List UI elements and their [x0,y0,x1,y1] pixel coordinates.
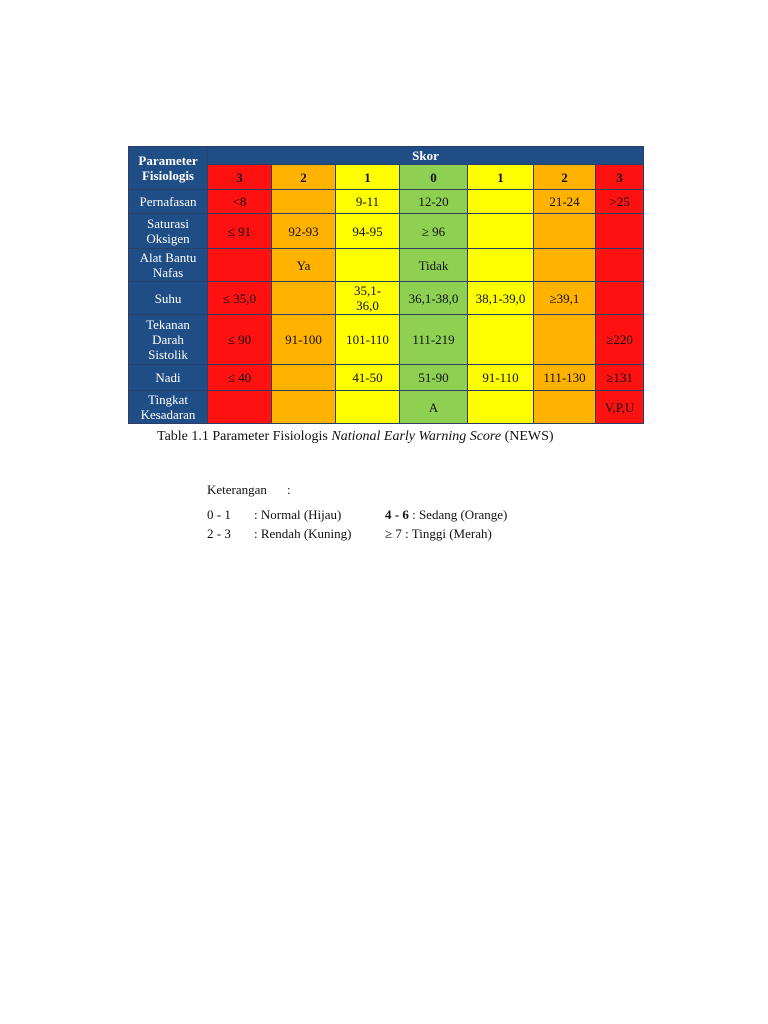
score-cell: 36,1-38,0 [400,282,468,315]
score-cell: Ya [272,249,336,282]
score-cell [534,315,596,365]
score-cell: 35,1- 36,0 [336,282,400,315]
parameter-name-line: Suhu [154,290,182,306]
score-cell [596,214,644,249]
score-cell: ≤ 40 [208,365,272,391]
parameter-name [129,315,208,365]
parameter-name [129,282,208,315]
header-parameter-fisiologis [129,147,208,190]
score-cell [596,249,644,282]
parameter-name-line: Nafas [152,265,184,280]
table-row [129,214,644,249]
legend-range: 0 - 1 [207,507,231,522]
parameter-name-line: Tekanan [146,317,190,332]
legend-range2-group [385,524,492,543]
score-cell: 91-100 [272,315,336,365]
caption-suffix: (NEWS) [501,429,554,444]
score-cell: 9-11 [336,190,400,214]
parameter-name-line: Nadi [155,370,181,385]
score-cell [468,315,534,365]
score-cell [468,214,534,249]
parameter-name-line: Tingkat [148,392,188,407]
score-cell: 12-20 [400,190,468,214]
score-cell [272,282,336,315]
score-header-cell: 3 [208,165,272,190]
score-cell: ≤ 90 [208,315,272,365]
score-cell: 51-90 [400,365,468,391]
score-cell: A [400,391,468,424]
score-cell: 101-110 [336,315,400,365]
table-row [129,315,644,365]
legend-desc2: : Tinggi (Merah) [401,526,492,541]
caption-italic: National Early Warning Score [331,429,502,444]
score-cell [272,365,336,391]
legend-range: 2 - 3 [207,526,231,541]
score-cell: 21-24 [534,190,596,214]
score-cell: 111-219 [400,315,468,365]
parameter-name-line: Pernafasan [139,194,197,209]
header-param-line-2: Fisiologis [141,168,194,183]
header-param-line-1: Parameter [138,153,198,168]
legend-desc2: : Sedang (Orange) [408,507,508,522]
score-cell [534,391,596,424]
score-header-cell: 1 [336,165,400,190]
score-cell [596,282,644,315]
parameter-name [129,190,208,214]
parameter-name-line: Kesadaran [140,407,196,422]
score-cell: ≥131 [596,365,644,391]
score-header-cell: 3 [596,165,644,190]
legend-range2-group [385,505,507,524]
table-row [129,249,644,282]
legend-range2: ≥ 7 [385,526,402,541]
score-header-cell: 2 [272,165,336,190]
parameter-name [129,249,208,282]
score-cell: V,P,U [596,391,644,424]
score-header-cell: 0 [400,165,468,190]
parameter-name [129,365,208,391]
score-cell: ≥ 96 [400,214,468,249]
score-cell: <8 [208,190,272,214]
table-row [129,190,644,214]
score-cell: ≤ 35,0 [208,282,272,315]
score-cell: 38,1-39,0 [468,282,534,315]
table-row [129,365,644,391]
table-caption [157,429,554,445]
parameter-name-line: Darah [152,332,184,347]
score-cell [534,214,596,249]
parameter-name-line: Oksigen [146,231,190,246]
score-cell [336,249,400,282]
score-cell [534,249,596,282]
score-cell [336,391,400,424]
score-cell: 92-93 [272,214,336,249]
score-header-cell: 1 [468,165,534,190]
news-score-table [128,146,644,424]
score-cell [468,190,534,214]
score-cell [208,249,272,282]
header-skor: Skor [208,147,644,165]
parameter-name-line: Alat Bantu [139,250,197,265]
caption-prefix: Table 1.1 Parameter Fisiologis [157,429,332,444]
legend-title: Keterangan [207,482,267,497]
parameter-name [129,391,208,424]
legend-desc: : Normal (Hijau) [254,507,342,522]
parameter-name-line: Sistolik [148,347,188,362]
score-cell [272,391,336,424]
score-cell [208,391,272,424]
score-cell: >25 [596,190,644,214]
legend-range2: 4 - 6 [385,507,409,522]
score-header-cell: 2 [534,165,596,190]
score-cell: Tidak [400,249,468,282]
score-cell: ≥39,1 [534,282,596,315]
score-cell: ≤ 91 [208,214,272,249]
legend-colon: : [287,482,291,497]
score-cell: 91-110 [468,365,534,391]
score-cell: ≥220 [596,315,644,365]
parameter-name-line: Saturasi [147,216,189,231]
score-cell [468,249,534,282]
score-cell [468,391,534,424]
legend-desc: : Rendah (Kuning) [254,526,352,541]
score-cell: 41-50 [336,365,400,391]
table-row [129,282,644,315]
table-row [129,391,644,424]
score-cell [272,190,336,214]
parameter-name [129,214,208,249]
score-cell: 94-95 [336,214,400,249]
score-cell: 111-130 [534,365,596,391]
